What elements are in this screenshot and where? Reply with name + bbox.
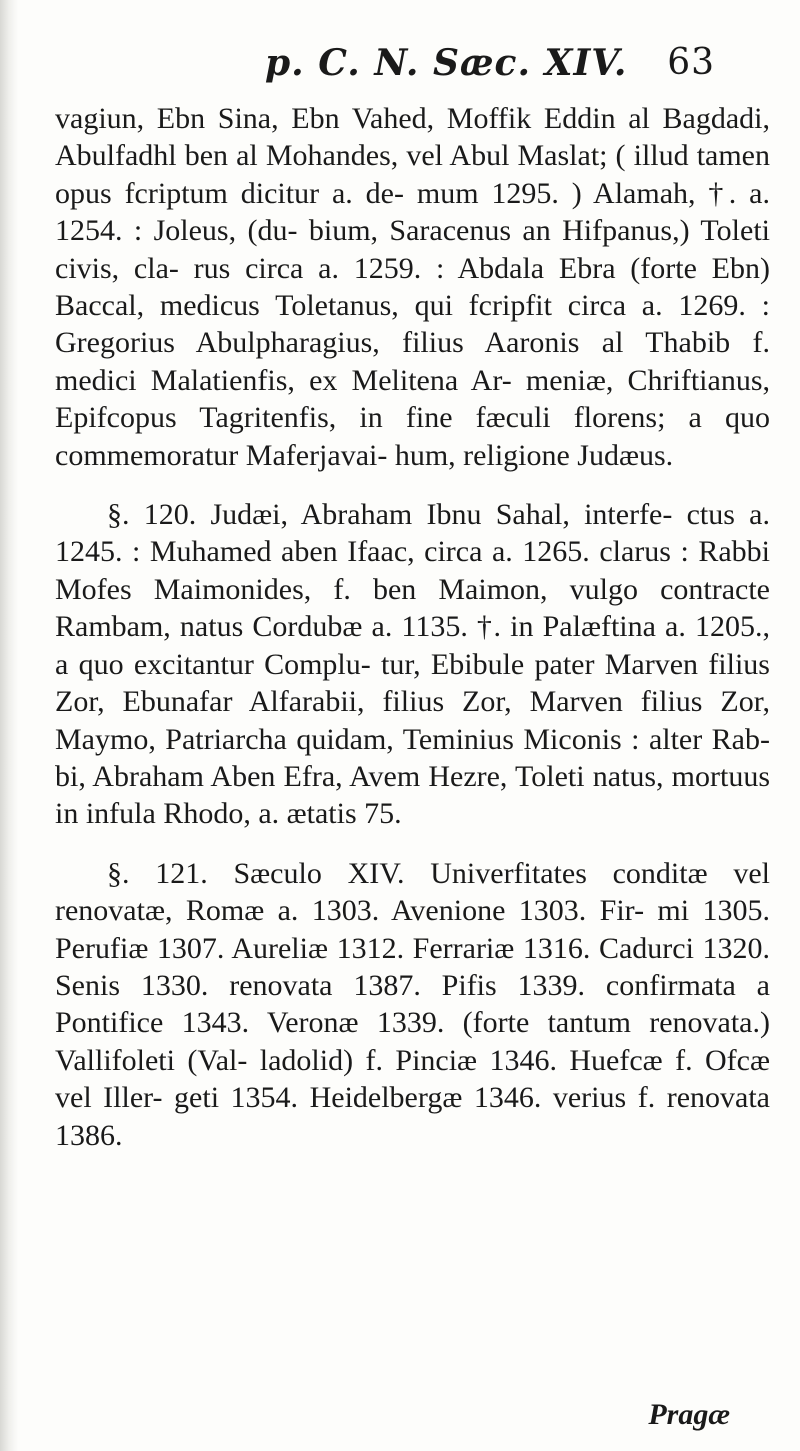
running-head-title: p. C. N. Sæc. XIV. (265, 42, 628, 84)
running-head (265, 42, 715, 84)
body-text (55, 100, 770, 1154)
paragraph-3: §. 121. Sæculo XIV. Univerfitates conditæ vel renovatæ, Romæ a. 1303. Avenione 1303. Fir- mi 1305. Perufiæ 1307. Aureliæ 1312. Ferrariæ 1316. Cadurci 1320. Senis 1330. renovata 1387. Pifis 1339. confirmata a Pontifice 1343. Veronæ 1339. (forte tantum renovata.) Vallifoleti (Val- ladolid) f. Pinciæ 1346. Huefcæ f. Ofcæ vel Iller- geti 1354. Heidelbergæ 1346. verius f. renovata 1386. (55, 856, 770, 1152)
catchword: Pragæ (648, 1398, 730, 1431)
paragraph-1: vagiun, Ebn Sina, Ebn Vahed, Moffik Eddin al Bagdadi, Abulfadhl ben al Mohandes, vel Abul Maslat; ( illud tamen opus fcriptum dicitur a. de- mum 1295. ) Alamah, †. a. 1254. : Joleus, (du- bium, Saracenus an Hifpanus,) Toleti civis, cla- rus circa a. 1259. : Abdala Ebra (forte Ebn) Baccal, medicus Toletanus, qui fcripfit circa a. 1269. : Gregorius Abulpharagius, filius Aaronis al Thabib f. medici Malatienfis, ex Melitena Ar- meniæ, Chriftianus, Epifcopus Tagritenfis, in fine fæculi florens; a quo commemoratur Maferjavai- hum, religione Judæus. (55, 102, 770, 472)
gutter-shadow (0, 0, 18, 1451)
paragraph-2: §. 120. Judæi, Abraham Ibnu Sahal, interfe- ctus a. 1245. : Muhamed aben Ifaac, circa a. 1265. clarus : Rabbi Mofes Maimonides, f. ben Maimon, vulgo contracte Rambam, natus Cordubæ a. 1135. †. in Palæftina a. 1205., a quo excitantur Complu- tur, Ebibule pater Marven filius Zor, Ebunafar Alfarabii, filius Zor, Marven filius Zor, Maymo, Patriarcha quidam, Teminius Miconis : alter Rab- bi, Abraham Aben Efra, Avem Hezre, Toleti natus, mortuus in infula Rhodo, a. ætatis 75. (55, 498, 770, 831)
page-number: 63 (667, 42, 715, 83)
